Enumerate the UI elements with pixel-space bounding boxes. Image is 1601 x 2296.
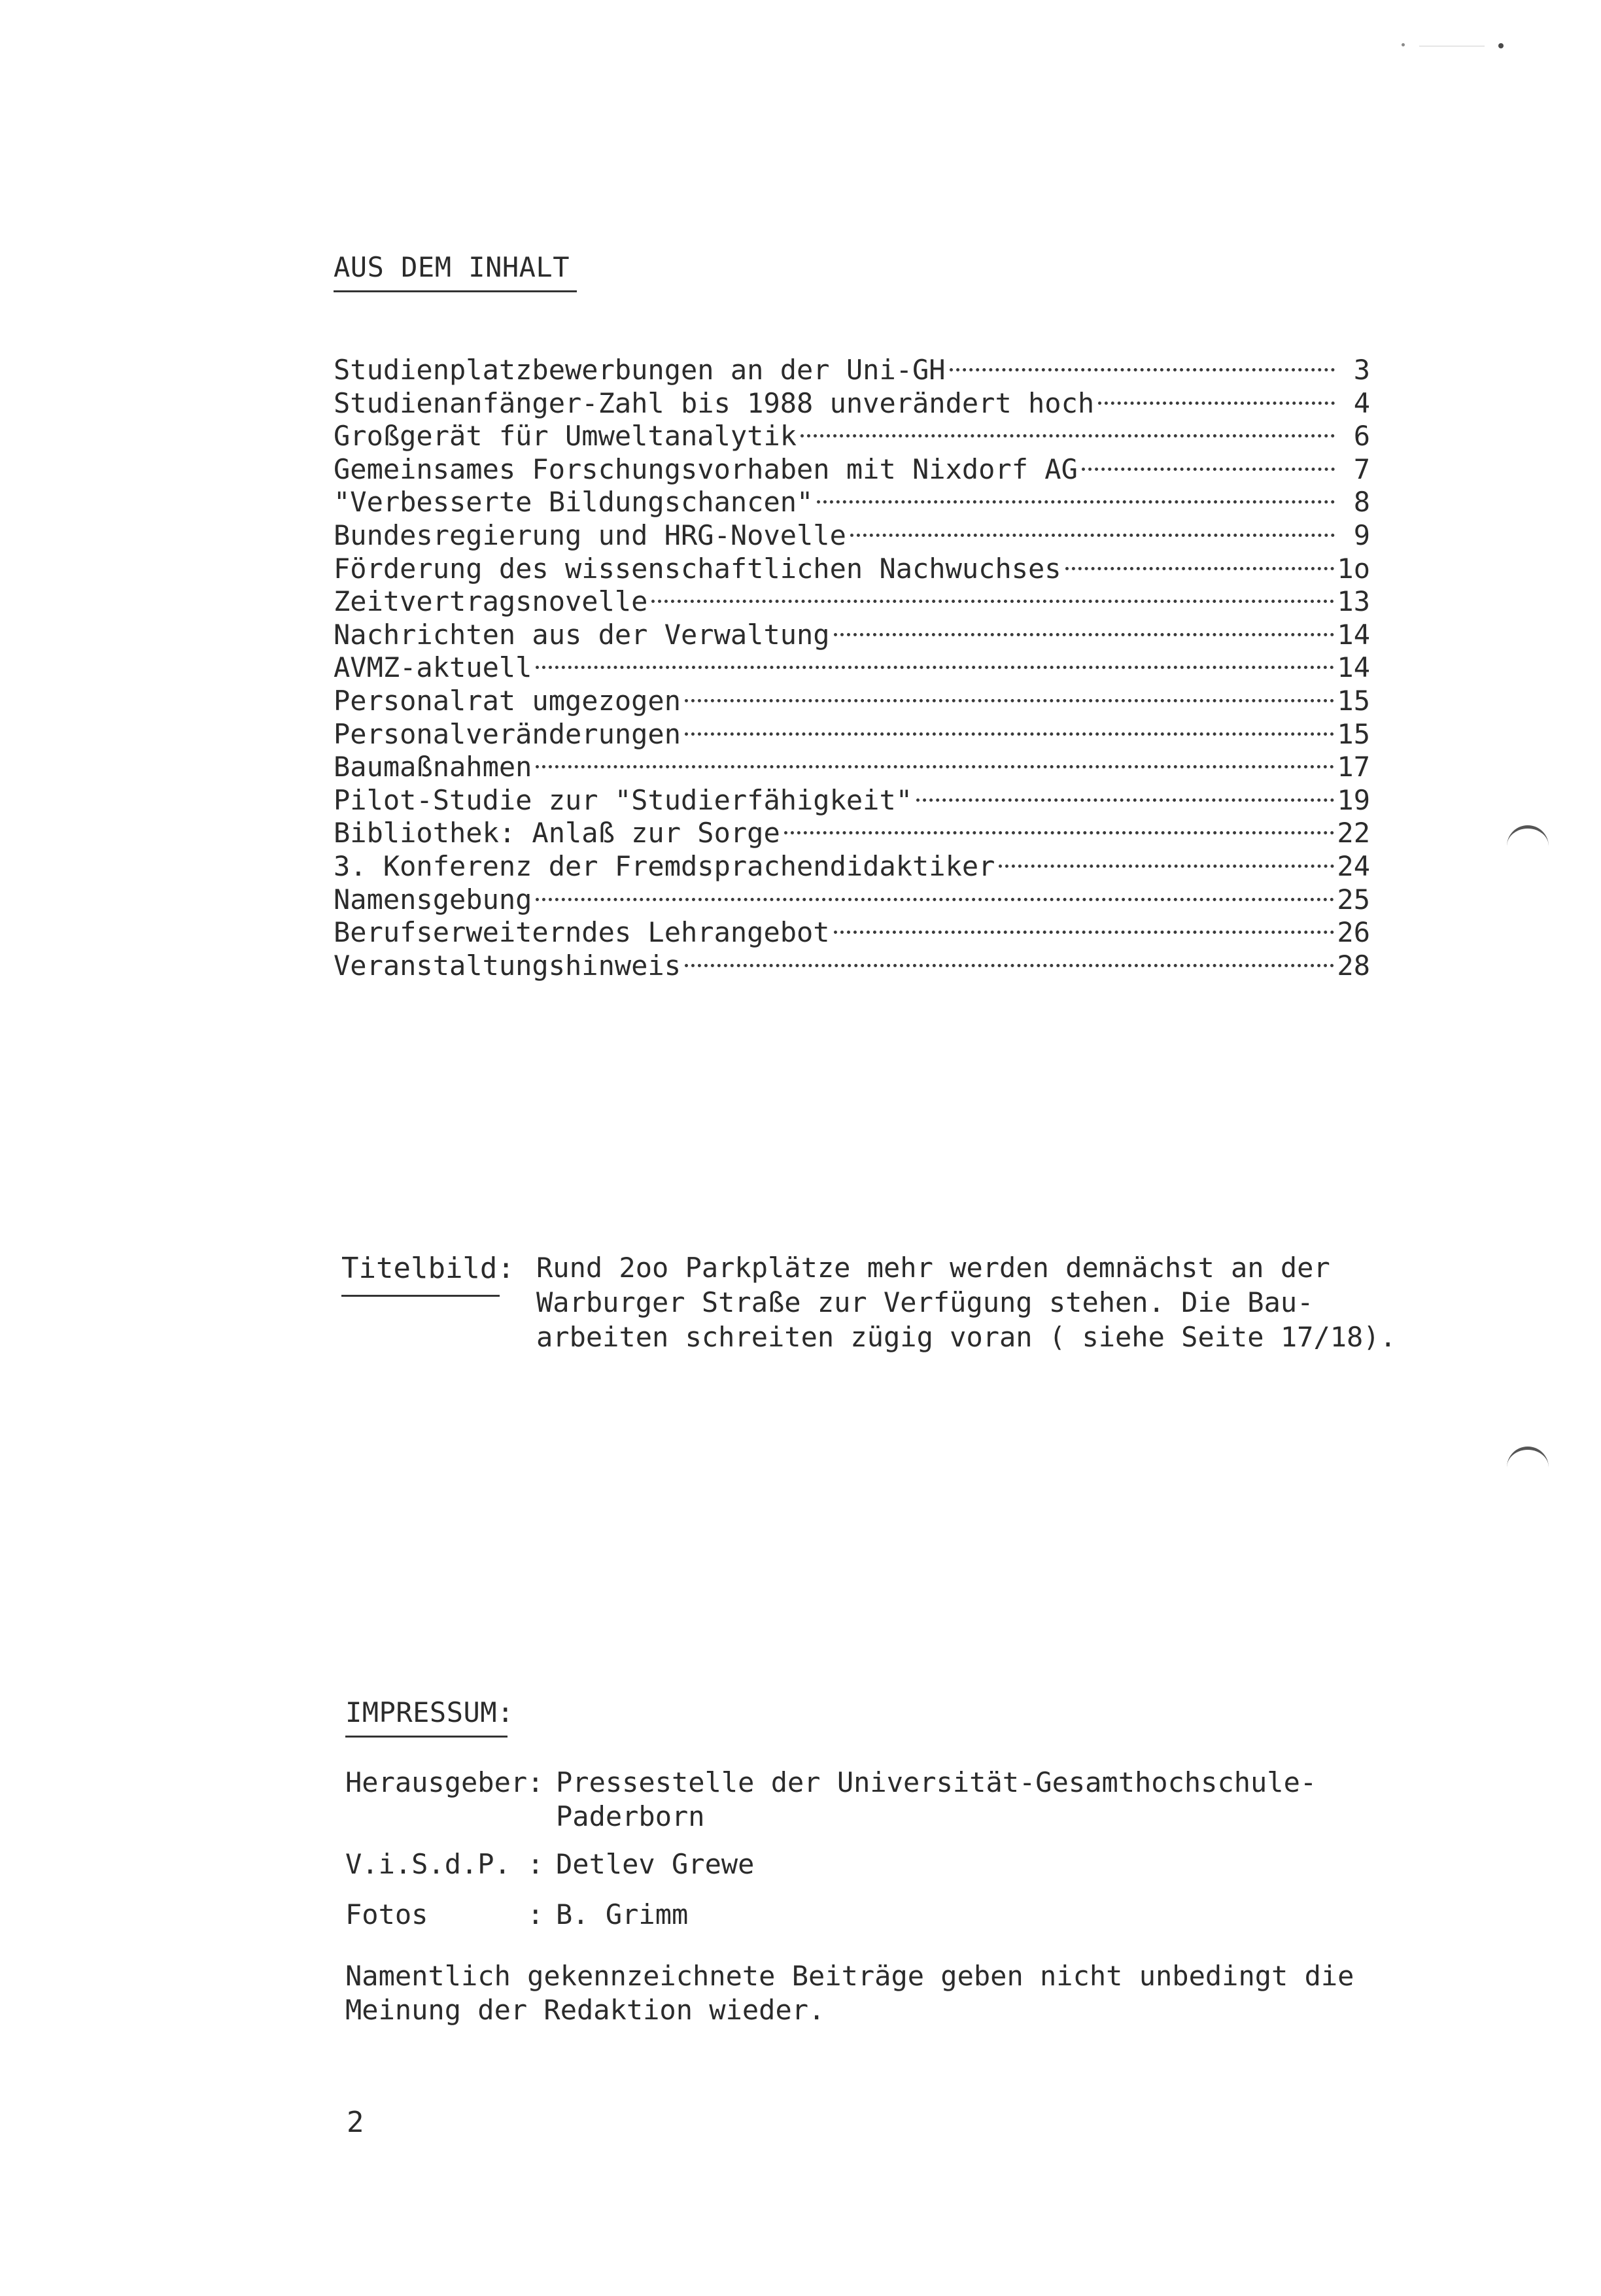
toc-entry-page: 15 [1337,684,1370,717]
toc-entry-page: 17 [1337,751,1370,783]
toc-entry-page: 14 [1337,618,1370,651]
punch-hole-mark [1507,1447,1549,1473]
toc-entry-title: Zeitvertragsnovelle [334,585,648,618]
toc-entry-title: Studienplatzbewerbungen an der Uni-GH [334,354,946,386]
dot-leader [685,711,1334,744]
toc-entry-page: 24 [1337,849,1370,882]
dot-leader [536,876,1334,909]
contents-heading: AUS DEM INHALT [334,254,577,292]
dot-leader [536,644,1334,677]
toc-entry-page: 3 [1353,354,1370,386]
photos-row [345,1898,688,1932]
toc-entry-page: 19 [1337,783,1370,816]
publisher-row [345,1766,1317,1834]
punch-hole-mark [1507,825,1549,851]
dot-leader [1065,545,1335,578]
publisher-value [556,1766,1317,1834]
cover-caption-label: Titelbild: [341,1254,500,1297]
dot-leader [834,611,1335,644]
toc-entry-title: Förderung des wissenschaftlichen Nachwuchses [334,552,1061,585]
caption-line: Rund 2oo Parkplätze mehr werden demnächst an der [536,1252,1330,1284]
dot-leader [850,512,1335,545]
toc-entry-title: Bundesregierung und HRG-Novelle [334,519,846,551]
toc-entry-page: 15 [1337,717,1370,750]
toc-entry-page: 9 [1353,519,1370,551]
page-number: 2 [347,2106,364,2139]
toc-entry-page: 6 [1353,420,1370,453]
dot-leader [999,843,1334,876]
dot-leader [536,744,1334,776]
publisher-label: Herausgeber: [345,1766,544,1798]
toc-entry-title: Namensgebung [334,883,532,916]
dot-leader [1098,380,1335,413]
dot-leader [651,578,1334,611]
impressum-heading: IMPRESSUM: [345,1699,508,1738]
toc-entry [334,347,1370,386]
toc-entry-title: Bibliothek: Anlaß zur Sorge [334,817,780,849]
toc-entry-title: 3. Konferenz der Fremdsprachendidaktiker [334,849,995,882]
toc-entry-title: Nachrichten aus der Verwaltung [334,618,830,651]
dot-leader [950,347,1335,379]
dot-leader [685,677,1334,710]
caption-line: Warburger Straße zur Verfügung stehen. Die Bau- [536,1286,1314,1318]
toc-entry-page: 4 [1353,386,1370,419]
visdp-row [345,1847,754,1881]
cover-caption-text [536,1250,1406,1354]
caption-line: arbeiten schreiten zügig voran ( siehe Seite 17/18). [536,1321,1396,1353]
toc-entry-page: 22 [1337,817,1370,849]
toc-entry-page: 26 [1337,916,1370,949]
toc-entry-title: "Verbesserte Bildungschancen" [334,486,814,519]
toc-entry-title: Baumaßnahmen [334,751,532,783]
toc-entry-page: 13 [1337,585,1370,618]
disclaimer-line: Meinung der Redaktion wieder. [345,1994,825,2026]
toc-entry-page: 1o [1337,552,1370,585]
visdp-label: V.i.S.d.P. : [345,1848,544,1880]
publisher-line: Paderborn [556,1800,705,1832]
photos-value: B. Grimm [556,1898,689,1930]
toc-entry-title: Berufserweiterndes Lehrangebot [334,916,830,949]
toc-entry-page: 8 [1353,486,1370,519]
toc-entry-title: AVMZ-aktuell [334,651,532,684]
toc-entry-page: 7 [1353,453,1370,485]
disclaimer [345,1959,1366,2027]
publisher-line: Pressestelle der Universität-Gesamthochschule- [556,1766,1317,1798]
visdp-value: Detlev Grewe [556,1848,755,1880]
toc-entry-title: Großgerät für Umweltanalytik [334,420,797,453]
table-of-contents [334,347,1370,982]
dot-leader [817,479,1335,511]
dot-leader [916,777,1334,810]
toc-entry-title: Veranstaltungshinweis [334,949,681,982]
toc-entry-page: 25 [1337,883,1370,916]
toc-entry-page: 14 [1337,651,1370,684]
disclaimer-line: Namentlich gekennzeichnete Beiträge geben nicht unbedingt die [345,1960,1354,1992]
scan-mark [1402,43,1405,46]
toc-entry-title: Personalveränderungen [334,717,681,750]
dot-leader [1082,446,1335,479]
toc-entry-title: Pilot-Studie zur "Studierfähigkeit" [334,783,913,816]
toc-entry-page: 28 [1337,949,1370,982]
dot-leader [784,810,1335,842]
dot-leader [800,413,1335,445]
scan-mark [1498,43,1504,48]
dot-leader [834,909,1335,942]
photos-label: Fotos : [345,1898,544,1930]
toc-entry-title: Personalrat umgezogen [334,684,681,717]
dot-leader [685,942,1334,975]
toc-entry-title: Studienanfänger-Zahl bis 1988 unverändert hoch [334,386,1095,419]
toc-entry-title: Gemeinsames Forschungsvorhaben mit Nixdorf AG [334,453,1078,485]
